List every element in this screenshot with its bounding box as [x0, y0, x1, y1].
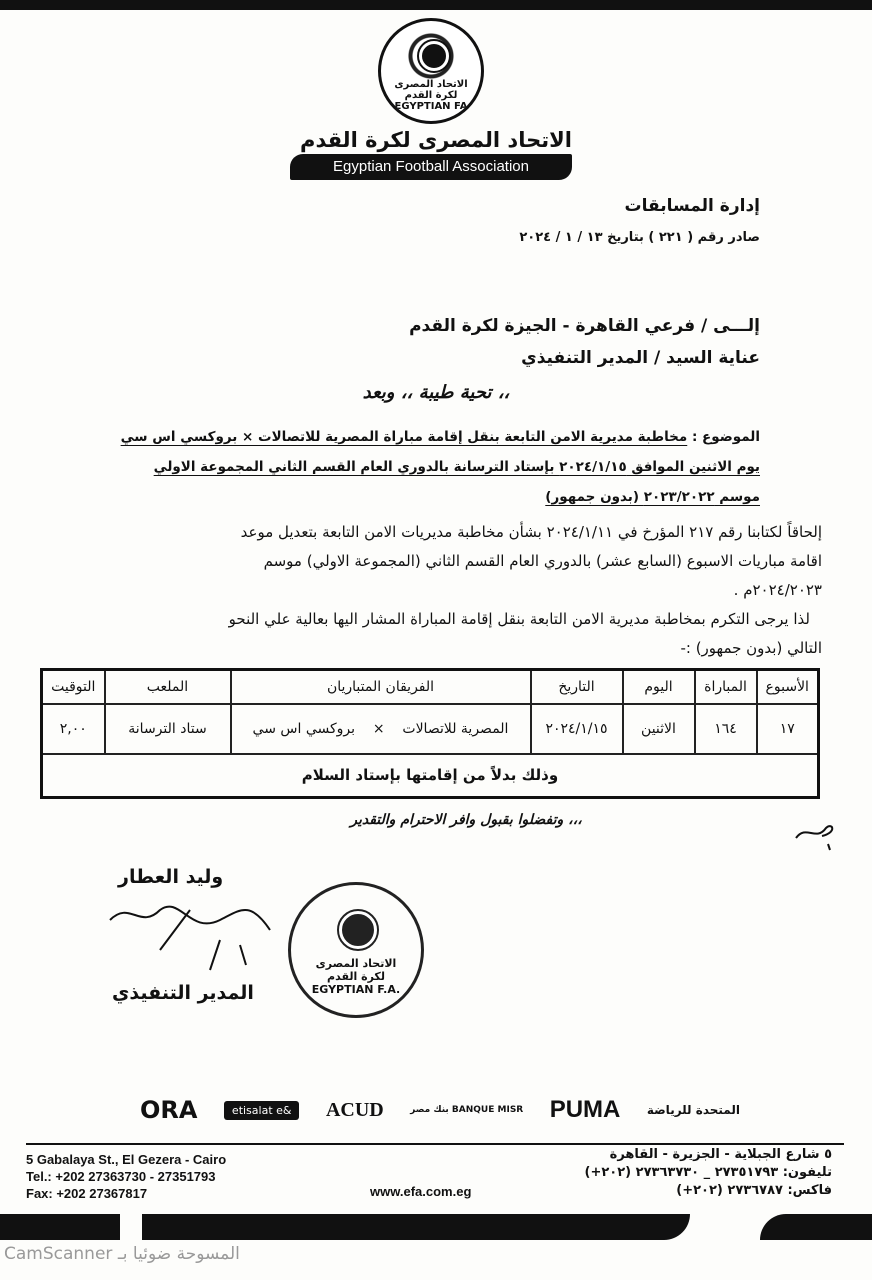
attention: عناية السيد / المدير التنفيذي — [521, 348, 760, 368]
football-icon — [419, 41, 449, 71]
header-time: التوقيت — [42, 670, 105, 704]
sponsor-etisalat: etisalat e& — [224, 1101, 300, 1120]
address-en: 5 Gabalaya St., El Gezera - Cairo — [26, 1152, 227, 1167]
body-line: إلحاقاً لكتابنا رقم ٢١٧ المؤرخ في ٢٠٢٤/١/١١ بشأن مخاطبة مديريات الامن التابعة بتعديل موعد — [240, 523, 822, 541]
body-line: ٢٠٢٤/٢٠٢٣م . — [733, 581, 822, 599]
table-header-row — [42, 670, 819, 704]
header-stadium: الملعب — [105, 670, 231, 704]
body-line: التالي (بدون جمهور) :- — [680, 639, 822, 657]
handwritten-signature-icon — [100, 890, 290, 980]
fax-ar: فاكس: ٢٧٣٦٧٨٧ (٢٠٢+) — [676, 1183, 832, 1198]
sponsor-acud: ACUD — [325, 1098, 384, 1121]
body-line: لذا يرجى التكرم بمخاطبة مديرية الامن التابعة بنقل إقامة المباراة المشار اليها بعالية علي النحو — [228, 610, 810, 628]
header-teams: الفريقان المتباريان — [231, 670, 531, 704]
cell-match: ١٦٤ — [695, 704, 757, 754]
subject-line: يوم الاثنين الموافق ٢٠٢٤/١/١٥ بإستاد الترسانة بالدوري العام القسم الثاني المجموعة الاولي — [153, 459, 760, 475]
football-icon — [339, 911, 377, 949]
footer-divider — [26, 1143, 844, 1145]
header-day: اليوم — [623, 670, 695, 704]
header-title-ar: الاتحاد المصرى لكرة القدم — [300, 128, 572, 152]
letter-body — [52, 518, 822, 663]
versus: × — [372, 720, 385, 737]
sponsor-banque-misr: بنك مصر BANQUE MISR — [410, 1105, 524, 1115]
subject-line: موسم ٢٠٢٣/٢٠٢٢ (بدون جمهور) — [545, 489, 760, 505]
official-stamp: الاتحاد المصرى لكرة القدم EGYPTIAN F.A. — [288, 882, 424, 1018]
cell-stadium: ستاد الترسانة — [105, 704, 231, 754]
department: إدارة المسابقات — [624, 196, 760, 216]
sponsor-united-sports: المتحدة للرياضة — [646, 1103, 740, 1117]
footer-bar — [142, 1214, 690, 1240]
signatory-title: المدير التنفيذي — [112, 982, 254, 1004]
website-link[interactable]: www.efa.com.eg — [370, 1184, 472, 1199]
header-title-en: Egyptian Football Association — [290, 154, 572, 180]
footer-bar — [0, 1214, 120, 1240]
table-note: وذلك بدلاً من إقامتها بإستاد السلام — [42, 754, 819, 798]
team-away: بروكسي اس سي — [252, 720, 356, 737]
closing: وتفضلوا بقبول وافر الاحترام والتقدير ،،، — [350, 812, 582, 828]
cell-date: ٢٠٢٤/١/١٥ — [531, 704, 623, 754]
recipient: إلـــى / فرعي القاهرة - الجيزة لكرة القدم — [409, 316, 760, 336]
efa-logo: الاتحاد المصرى لكرة القدم EGYPTIAN FA — [378, 18, 484, 124]
sponsor-logos — [140, 1088, 740, 1132]
body-line: اقامة مباريات الاسبوع (السابع عشر) بالدوري العام القسم الثاني (المجموعة الاولي) موسم — [263, 552, 822, 570]
top-bar — [0, 0, 872, 10]
cell-week: ١٧ — [757, 704, 819, 754]
footer-bar — [760, 1214, 872, 1240]
tel-en: Tel.: +202 27363730 - 27351793 — [26, 1169, 216, 1184]
subject — [0, 422, 760, 512]
greeting: تحية طيبة ،، وبعد ،، — [362, 382, 510, 403]
cell-day: الاثنين — [623, 704, 695, 754]
cell-time: ٢,٠٠ — [42, 704, 105, 754]
camscanner-watermark: CamScanner المسوحة ضوئيا بـ — [4, 1244, 240, 1264]
address-ar: ٥ شارع الجبلاية - الجزيرة - القاهرة — [609, 1147, 832, 1162]
team-home: المصرية للاتصالات — [402, 720, 509, 737]
footer-contact-en — [26, 1151, 226, 1202]
sponsor-ora: ORA — [140, 1096, 198, 1124]
header-date: التاريخ — [531, 670, 623, 704]
tel-ar: تليفون: ٢٧٣٥١٧٩٣ _ ٢٧٣٦٣٧٣٠ (٢٠٢+) — [584, 1165, 832, 1180]
reference-number: صادر رقم ( ٢٢١ ) بتاريخ ١٣ / ١ / ٢٠٢٤ — [519, 230, 760, 245]
sponsor-puma: PUMA — [549, 1096, 621, 1123]
header-week: الأسبوع — [757, 670, 819, 704]
fax-en: Fax: +202 27367817 — [26, 1186, 148, 1201]
table-row — [42, 704, 819, 754]
header-match: المباراة — [695, 670, 757, 704]
subject-line: مخاطبة مديرية الامن التابعة بنقل إقامة مباراة المصرية للاتصالات × بروكسي اس سي — [120, 429, 688, 445]
table-note-row — [42, 754, 819, 798]
match-table — [40, 668, 820, 799]
footer-contact-ar — [585, 1146, 832, 1200]
subject-label: الموضوع : — [691, 429, 760, 445]
initials-signature-icon — [792, 818, 842, 854]
signatory-name: وليد العطار — [118, 866, 224, 888]
cell-teams — [231, 704, 531, 754]
